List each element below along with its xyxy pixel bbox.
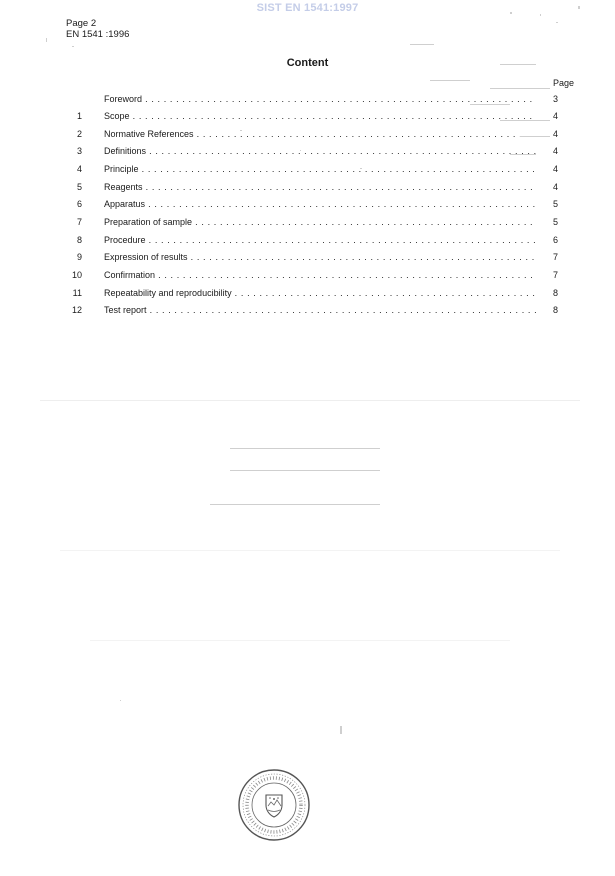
toc-row: [0, 286, 615, 300]
toc-section-number: 2: [76, 129, 82, 139]
toc-page-number: 7: [553, 252, 559, 262]
toc-section-title: Scope . . .: [104, 109, 536, 123]
page-column-header: Page: [553, 78, 575, 88]
toc-page-number: 3: [553, 94, 559, 104]
page-header: [66, 18, 129, 40]
institute-seal-icon: [237, 768, 311, 842]
toc-section-number: 3: [76, 146, 82, 156]
watermark: SIST EN 1541:1997: [256, 2, 359, 14]
toc-row: [0, 144, 615, 158]
toc-row: [0, 197, 615, 211]
toc-section-number: 8: [76, 235, 82, 245]
page-title: Content: [286, 57, 329, 69]
toc-row: [0, 268, 615, 282]
toc-page-number: 5: [553, 217, 559, 227]
toc-section-number: 5: [76, 182, 82, 192]
toc-section-title: Definitions . . .: [104, 144, 536, 158]
toc-row: [0, 233, 615, 247]
toc-section-title: Repeatability and reproducibility . . .: [104, 286, 536, 300]
toc-page-number: 6: [553, 235, 559, 245]
toc-section-title: Reagents . . .: [104, 180, 536, 194]
toc-page-number: 4: [553, 164, 559, 174]
toc-page-number: 4: [553, 146, 559, 156]
toc-page-number: 7: [553, 270, 559, 280]
toc-section-number: 9: [76, 252, 82, 262]
toc-row: [0, 250, 615, 264]
toc-row: [0, 303, 615, 317]
toc-section-title: Normative References . . .: [104, 127, 536, 141]
toc-section-title: Test report . . .: [104, 303, 536, 317]
toc-page-number: 4: [553, 129, 559, 139]
toc-section-title: Foreword . . .: [104, 92, 536, 106]
toc-section-title: Principle . . .: [104, 162, 536, 176]
toc-page-number: 4: [553, 111, 559, 121]
toc-section-number: 12: [71, 305, 82, 315]
toc-row: [0, 215, 615, 229]
standard-id: EN 1541 :1996: [66, 29, 130, 40]
toc-section-number: 7: [76, 217, 82, 227]
toc-row: [0, 127, 615, 141]
toc-row: [0, 109, 615, 123]
toc-section-number: 1: [76, 111, 82, 121]
toc-row: [0, 180, 615, 194]
toc-section-number: 11: [72, 288, 82, 298]
toc-section-number: 6: [76, 199, 82, 209]
toc-section-title: Expression of results . . .: [104, 250, 536, 264]
toc-section-title: Procedure . . .: [104, 233, 536, 247]
toc-section-title: Confirmation . . .: [104, 268, 536, 282]
toc-section-title: Apparatus . . .: [104, 197, 536, 211]
toc-page-number: 8: [553, 288, 559, 298]
page-number-label: Page 2: [66, 18, 97, 29]
toc-section-title: Preparation of sample . . .: [104, 215, 536, 229]
toc-page-number: 8: [553, 305, 559, 315]
toc-row: [0, 162, 615, 176]
toc-page-number: 4: [553, 182, 559, 192]
toc-section-number: 4: [76, 164, 82, 174]
toc-section-number: 10: [71, 270, 82, 280]
toc-row: [0, 92, 615, 106]
toc-page-number: 5: [553, 199, 559, 209]
